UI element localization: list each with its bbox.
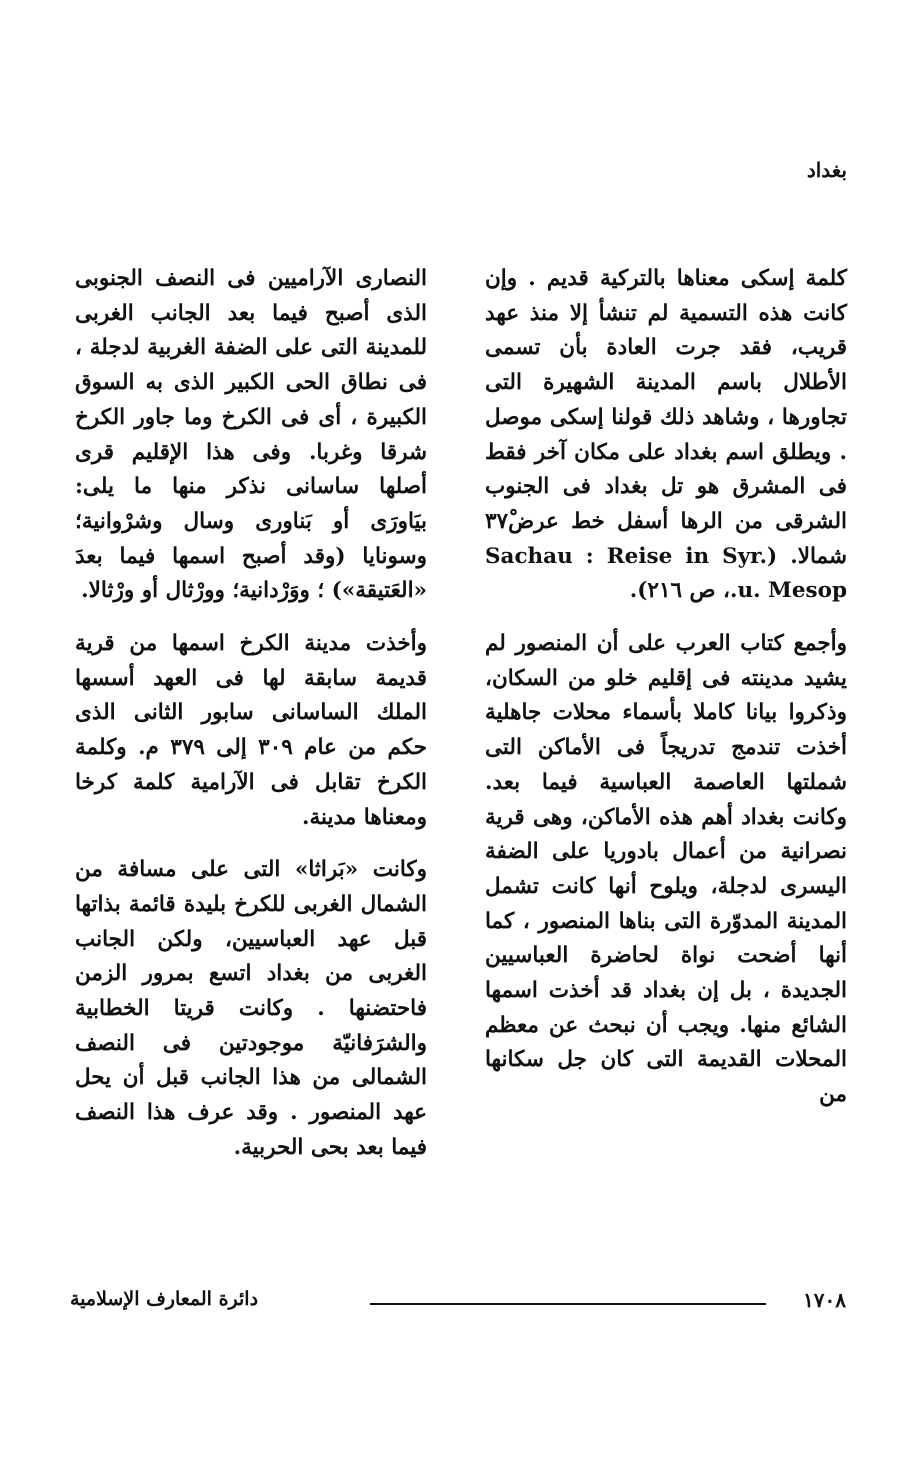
footer-divider [370, 1303, 766, 1305]
page-footer [70, 1288, 846, 1318]
text-column-left [75, 262, 427, 1184]
paragraph: وأخذت مدينة الكرخ اسمها من قرية قديمة سابقة لها فى العهد أسسها الملك الساسانى سابور الثانى الذى حكم من عام ٣٠٩ إلى ٣٧٩ م. وكلمة الكرخ تقابل فى الآرامية كلمة كرخا ومعناها مدينة. [75, 631, 427, 830]
paragraph: كلمة إسكى معناها بالتركية قديم . وإن كانت هذه التسمية لم تنشأ إلا منذ عهد قريب، فقد جرت العادة بأن تسمى الأطلال باسم المدينة الشهيرة التى تجاورها ، وشاهد ذلك قولنا إسكى موصل . ويطلق اسم بغداد على مكان آخر فقط فى المشرق هو تل بغداد فى الجنوب الشرقى من الرها أسفل خط عرض٣٧ْ شمالا. (Sachau : Reise in Syr. u. Mesop.، ص ٢١٦). [485, 266, 847, 604]
paragraph: وكانت «بَراثا» التى على مسافة من الشمال الغربى للكرخ بليدة قائمة بذاتها قبل عهد العباسيين، ولكن الجانب الغربى من بغداد اتسع بمرور الزمن فاحتضنها . وكانت قريتا الخطابية والشرَفانيّة موجودتين فى النصف الشمالى من هذا الجانب قبل أن يحل عهد المنصور . وقد عرف هذا النصف فيما بعد بحى الحربية. [75, 857, 427, 1160]
page-number: ١٧٠٨ [803, 1288, 846, 1312]
paragraph: النصارى الآراميين فى النصف الجنوبى الذى أصبح فيما بعد الجانب الغربى للمدينة التى على الضفة الغربية لدجلة ، فى نطاق الحى الكبير الذى به السوق الكبيرة ، أى فى الكرخ وما جاور الكرخ شرقا وغربا. وفى هذا الإقليم قرى أصلها ساسانى نذكر منها ما يلى: بيَاورَى أو بَناورى وسال وشرْوانية؛ وسونايا (وقد أصبح اسمها فيما بعدَ «العَتيقة») ؛ ووَرْدانية؛ وورْثال أو ورْثالا. [75, 266, 427, 604]
running-head: بغداد [806, 158, 847, 182]
paragraph: وأجمع كتاب العرب على أن المنصور لم يشيد مدينته فى إقليم خلو من السكان، وذكروا بيانا كاملا بأسماء محلات جاهلية أخذت تندمج تدريجاً فى الأماكن التى شملتها العاصمة العباسية فيما بعد. وكانت بغداد أهم هذه الأماكن، وهى قرية نصرانية من أعمال بادوريا على الضفة اليسرى لدجلة، ويلوح أنها كانت تشمل المدينة المدوّرة التى بناها المنصور ، كما أنها أضحت نواة لحاضرة العباسيين الجديدة ، بل إن بغداد قد أخذت اسمها الشائع منها. ويجب أن نبحث عن معظم المحلات القديمة التى كان جل سكانها من [485, 631, 847, 1108]
publication-title: دائرة المعارف الإسلامية [70, 1288, 259, 1310]
text-column-right [485, 262, 847, 1131]
